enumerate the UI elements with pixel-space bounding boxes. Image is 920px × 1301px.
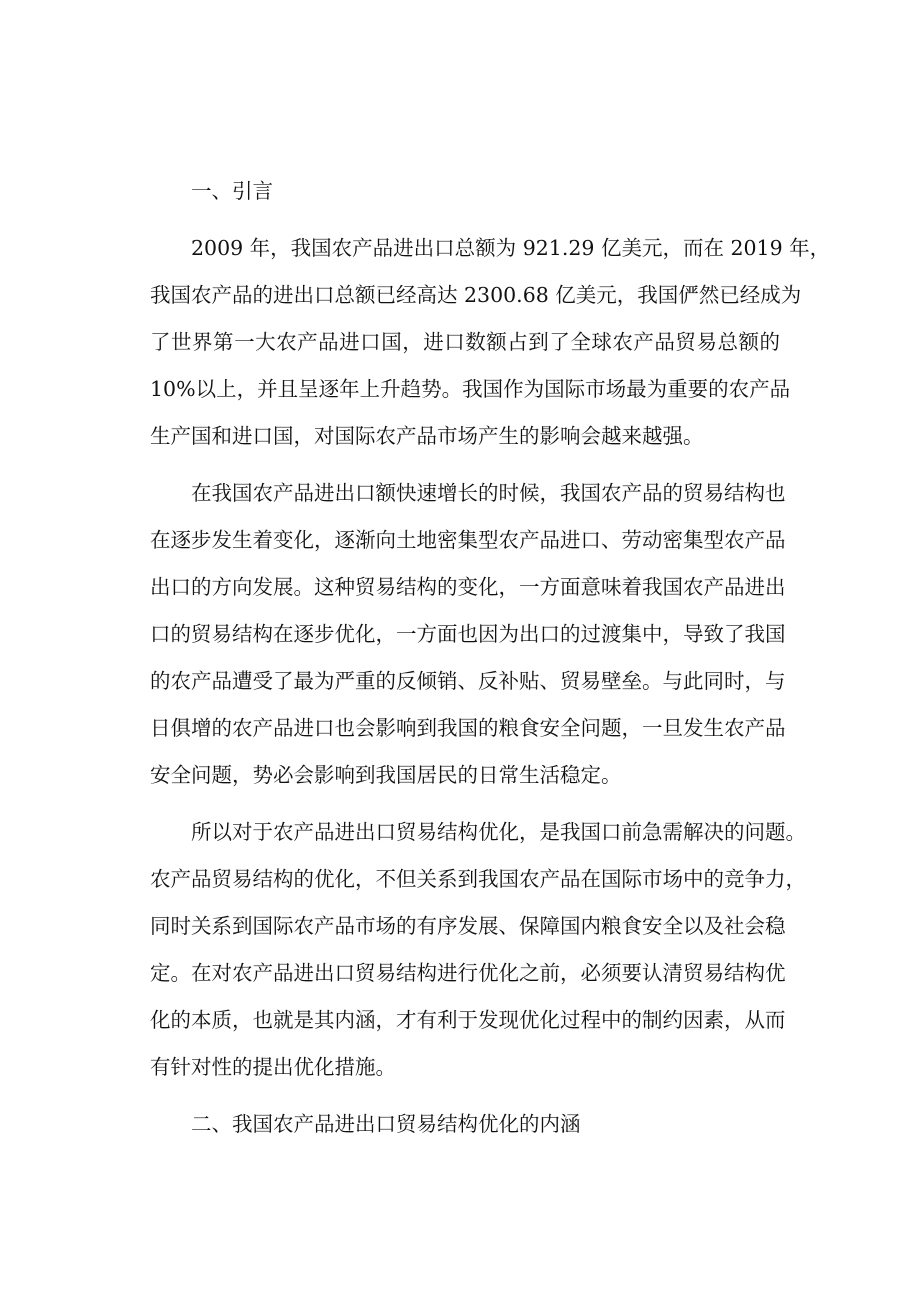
paragraph-line: 日俱增的农产品进口也会影响到我国的粮食安全问题，一旦发生农产品 <box>150 716 786 740</box>
paragraph-line: 了世界第一大农产品进口国，进口数额占到了全球农产品贸易总额的 <box>150 330 780 354</box>
paragraph-line: 有针对性的提出优化措施。 <box>150 1055 396 1079</box>
paragraph-line: 的农产品遭受了最为严重的反倾销、反补贴、贸易壁垒。与此同时，与 <box>150 669 786 693</box>
paragraph-line: 所以对于农产品进出口贸易结构优化，是我国口前急需解决的问题。 <box>191 820 806 844</box>
paragraph-line: 定。在对农产品进出口贸易结构进行优化之前，必须要认清贸易结构优 <box>150 961 786 985</box>
section-heading-introduction: 一、引言 <box>191 179 273 203</box>
paragraph-line: 在逐步发生着变化，逐渐向土地密集型农产品进口、劳动密集型农产品 <box>150 528 786 552</box>
section-heading-connotation: 二、我国农产品进出口贸易结构优化的内涵 <box>191 1112 581 1136</box>
paragraph-line: 在我国农产品进出口额快速增长的时候，我国农产品的贸易结构也 <box>191 481 786 505</box>
paragraph-line: 同时关系到国际农产品市场的有序发展、保障国内粮食安全以及社会稳 <box>150 914 786 938</box>
paragraph-line: 我国农产品的进出口总额已经高达 2300.68 亿美元，我国俨然已经成为 <box>150 283 802 307</box>
paragraph-line: 农产品贸易结构的优化，不但关系到我国农产品在国际市场中的竞争力， <box>150 867 806 891</box>
paragraph-line: 化的本质，也就是其内涵，才有利于发现优化过程中的制约因素，从而 <box>150 1008 786 1032</box>
paragraph-line: 安全问题，势必会影响到我国居民的日常生活稳定。 <box>150 763 622 787</box>
paragraph-line: 10%以上，并且呈逐年上升趋势。我国作为国际市场最为重要的农产品 <box>150 377 791 401</box>
paragraph-2 <box>150 470 786 799</box>
paragraph-3 <box>150 809 806 1091</box>
paragraph-line: 2009 年，我国农产品进出口总额为 921.29 亿美元，而在 2019 年， <box>191 236 831 260</box>
paragraph-1 <box>150 225 831 460</box>
paragraph-line: 口的贸易结构在逐步优化，一方面也因为出口的过渡集中，导致了我国 <box>150 622 786 646</box>
document-body <box>150 168 831 1148</box>
paragraph-line: 出口的方向发展。这种贸易结构的变化，一方面意味着我国农产品进出 <box>150 575 786 599</box>
paragraph-line: 生产国和进口国，对国际农产品市场产生的影响会越来越强。 <box>150 424 704 448</box>
